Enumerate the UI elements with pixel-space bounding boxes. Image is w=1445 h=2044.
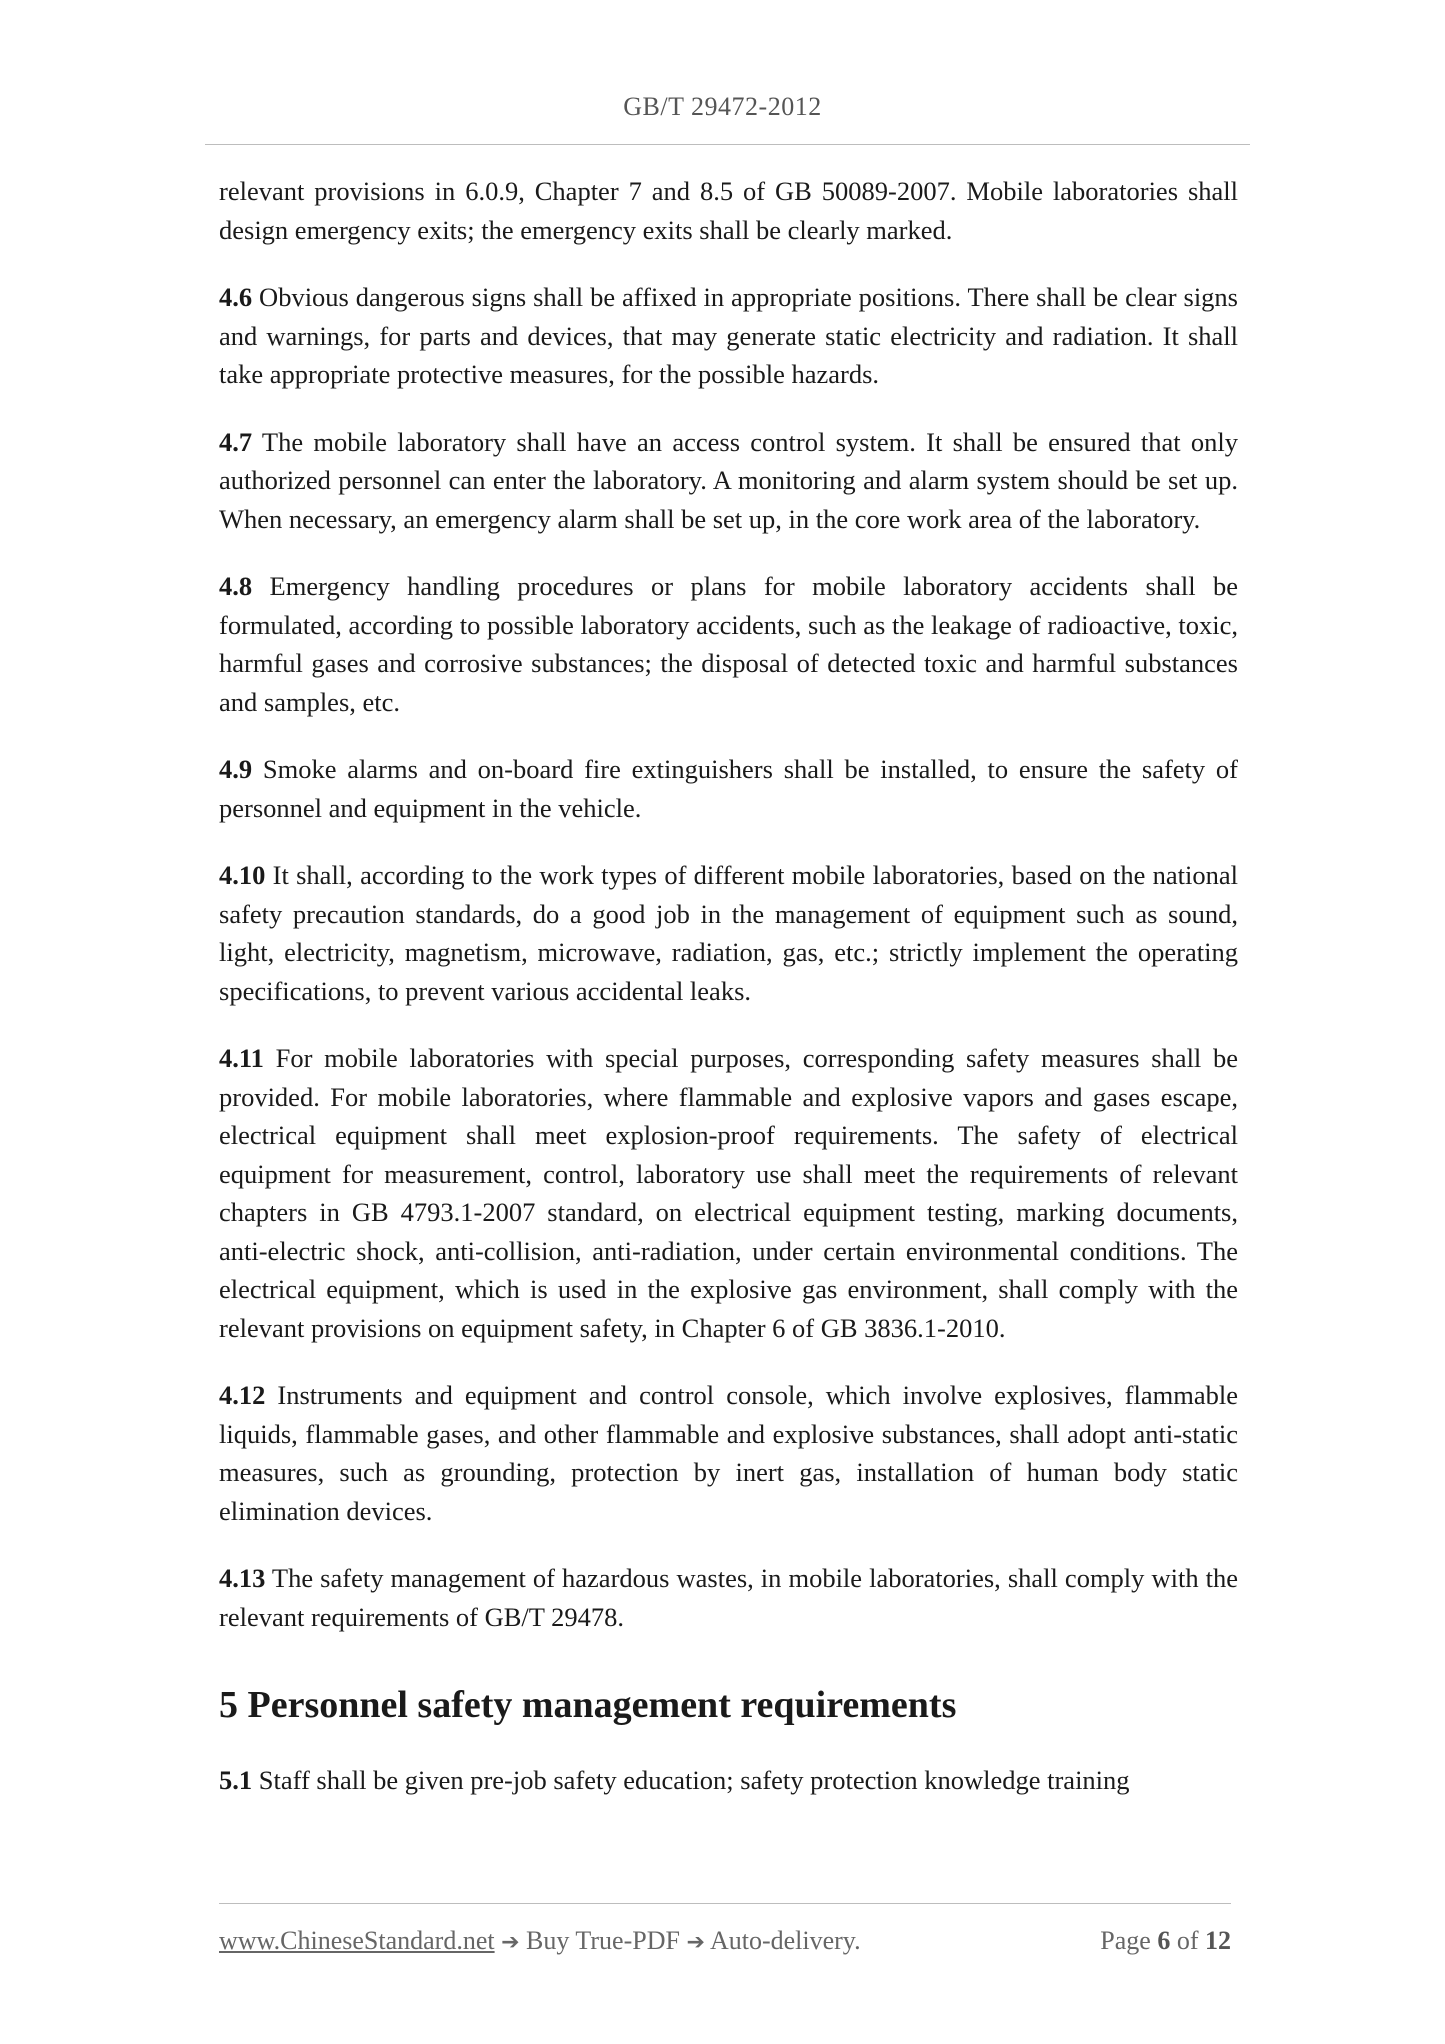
page-footer xyxy=(219,1926,1231,1962)
clause-number: 4.6 xyxy=(219,282,253,312)
page-header-standard-code: GB/T 29472-2012 xyxy=(623,92,822,121)
clause-number: 4.12 xyxy=(219,1380,266,1410)
section-heading: 5 Personnel safety management requirements xyxy=(219,1684,957,1726)
clause-4-13 xyxy=(219,1559,1238,1636)
website-link[interactable]: www.ChineseStandard.net xyxy=(219,1926,495,1955)
clause-number: 4.8 xyxy=(219,571,253,601)
clause-4-8 xyxy=(219,567,1238,721)
clause-text: For mobile laboratories with special purposes, corresponding safety measures shall be provided. For mobile laboratories, where flammable and explosive vapors and gases escape, electrical equipment shall meet explosion-proof requirements. The safety of electrical equipment for measurement, control, laboratory use shall meet the requirements of relevant chapters in GB 4793.1-2007 standard, on electrical equipment testing, marking documents, anti-electric shock, anti-collision, anti-radiation, under certain environmental conditions. The electrical equipment, which is used in the explosive gas environment, shall comply with the relevant provisions on equipment safety, in Chapter 6 of GB 3836.1-2010. xyxy=(219,1043,1238,1343)
clause-number: 4.11 xyxy=(219,1043,264,1073)
arrow-right-icon: ➔ xyxy=(501,1930,520,1955)
clause-text: Smoke alarms and on-board fire extinguishers shall be installed, to ensure the safety of personnel and equipment in the vehicle. xyxy=(219,754,1238,823)
page-number: 6 xyxy=(1157,1926,1171,1955)
clause-text: Obvious dangerous signs shall be affixed in appropriate positions. There shall be clear signs and warnings, for parts and devices, that may generate static electricity and radiation. It shall take appropriate protective measures, for the possible hazards. xyxy=(219,282,1238,389)
delivery-text: Auto-delivery. xyxy=(704,1926,861,1955)
header-divider xyxy=(205,144,1250,145)
clause-number: 4.13 xyxy=(219,1563,266,1593)
buy-text: Buy True-PDF xyxy=(519,1926,687,1955)
page-total: 12 xyxy=(1205,1926,1231,1955)
clause-4-6 xyxy=(219,278,1238,394)
paragraph-text: relevant provisions in 6.0.9, Chapter 7 and 8.5 of GB 50089-2007. Mobile laboratories shall design emergency exits; the emergency exits shall be clearly marked. xyxy=(219,176,1238,245)
of-label: of xyxy=(1170,1926,1205,1955)
clause-4-9 xyxy=(219,750,1238,827)
page-indicator xyxy=(1100,1926,1231,1956)
arrow-right-icon: ➔ xyxy=(686,1930,705,1955)
clause-4-10 xyxy=(219,856,1238,1010)
paragraph-continuation xyxy=(219,172,1238,249)
clause-text: The safety management of hazardous wastes, in mobile laboratories, shall comply with the relevant requirements of GB/T 29478. xyxy=(219,1563,1238,1632)
clause-text: Emergency handling procedures or plans for mobile laboratory accidents shall be formulated, according to possible laboratory accidents, such as the leakage of radioactive, toxic, harmful gases and corrosive substances; the disposal of detected toxic and harmful substances and samples, etc. xyxy=(219,571,1238,717)
clause-text: Staff shall be given pre-job safety education; safety protection knowledge training xyxy=(252,1765,1130,1795)
clause-4-12 xyxy=(219,1376,1238,1530)
page-label: Page xyxy=(1100,1926,1158,1955)
clause-number: 4.10 xyxy=(219,860,266,890)
clause-text: It shall, according to the work types of different mobile laboratories, based on the national safety precaution standards, do a good job in the management of equipment such as sound, light, electricity, magnetism, microwave, radiation, gas, etc.; strictly implement the operating specifications, to prevent various accidental leaks. xyxy=(219,860,1238,1006)
clause-number: 4.7 xyxy=(219,426,253,457)
clause-text: Instruments and equipment and control console, which involve explosives, flammable liquids, flammable gases, and other flammable and explosive substances, shall adopt anti-static measures, such as grounding, protection by inert gas, installation of human body static elimination devices. xyxy=(219,1380,1238,1526)
clause-text: The mobile laboratory shall have an access control system. It shall be ensured that only authorized personnel can enter the laboratory. A monitoring and alarm system should be set up. When necessary, an emergency alarm shall be set up, in the core work area of the laboratory. xyxy=(219,426,1238,534)
clause-4-11 xyxy=(219,1039,1238,1347)
footer-promo xyxy=(219,1926,861,1956)
clause-number: 4.9 xyxy=(219,754,253,784)
clause-number: 5.1 xyxy=(219,1765,253,1795)
clause-5-1 xyxy=(219,1761,1238,1800)
document-body xyxy=(219,172,1238,1829)
clause-4-7 xyxy=(219,423,1238,539)
footer-divider xyxy=(219,1903,1231,1904)
